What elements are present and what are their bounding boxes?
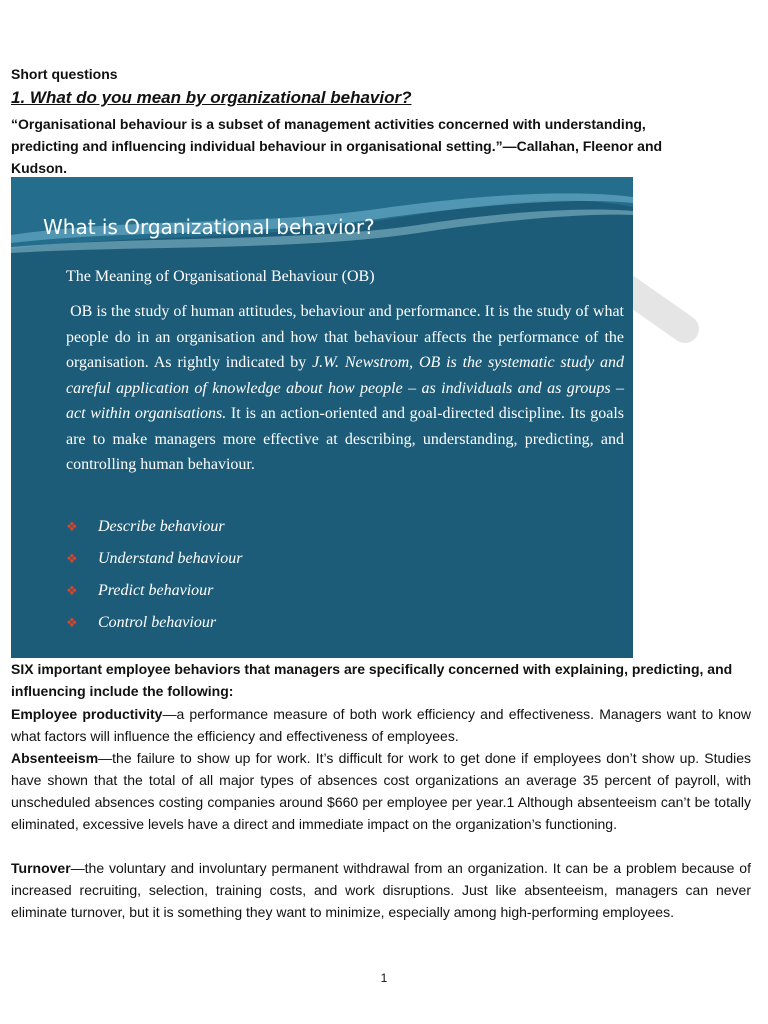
paragraph-absenteeism bbox=[11, 747, 751, 835]
term-label: Turnover bbox=[11, 860, 71, 876]
diamond-cross-icon: ❖ bbox=[66, 583, 78, 598]
bullet-label: Describe behaviour bbox=[98, 518, 225, 535]
bullet-label: Predict behaviour bbox=[98, 582, 214, 599]
slide-bullet bbox=[66, 543, 242, 575]
term-text: —the voluntary and involuntary permanent withdrawal from an organization. It can be a problem because of increased recruiting, selection, training costs, and work disruptions. Just like absenteeism, managers can never eliminate turnover, but it is something they want to minimize, especially among high-performing employees. bbox=[11, 860, 751, 920]
slide-bullet bbox=[66, 575, 242, 607]
section-heading: Short questions bbox=[11, 66, 118, 82]
term-text: —a performance measure of both work efficiency and effectiveness. Managers want to know what factors will influence the efficiency and effectiveness of employees. bbox=[11, 706, 751, 744]
paragraph-turnover bbox=[11, 857, 751, 923]
six-behaviors-heading: SIX important employee behaviors that managers are specifically concerned with explaining, predicting, and influencing include the following: bbox=[11, 661, 733, 699]
term-text: —the failure to show up for work. It’s difficult for work to get done if employees don’t show up. Studies have shown that the total of all major types of absences cost organizations an average 35 percent of payroll, with unscheduled absences costing companies around $660 per employee per year.1 Although absenteeism can’t be totally eliminated, excessive levels have a direct and immediate impact on the organization’s functioning. bbox=[11, 750, 751, 832]
page-number: 1 bbox=[380, 971, 388, 985]
slide-title: What is Organizational behavior? bbox=[43, 215, 375, 239]
slide-bullet bbox=[66, 511, 242, 543]
definition-quote: “Organisational behaviour is a subset of management activities concerned with understanding, predicting and influencing individual behaviour in organisational setting.”—Callahan, Fleenor and Kudson. bbox=[11, 116, 663, 176]
slide-subtitle: The Meaning of Organisational Behaviour (OB) bbox=[66, 268, 375, 285]
diamond-cross-icon: ❖ bbox=[66, 519, 78, 534]
slide-bullet-list bbox=[66, 511, 242, 639]
diamond-cross-icon: ❖ bbox=[66, 615, 78, 630]
term-label: Employee productivity bbox=[11, 706, 163, 722]
slide-image bbox=[11, 177, 633, 658]
slide-body-part1: OB is the study of human attitudes, behaviour and performance. It is the study of what people do in an organisation and how that behaviour affects the performance of the organisation. As rightly indicated by bbox=[66, 303, 625, 371]
diamond-cross-icon: ❖ bbox=[66, 551, 78, 566]
slide-bullet bbox=[66, 607, 242, 639]
paragraph-productivity bbox=[11, 703, 751, 747]
question-heading: 1. What do you mean by organizational behavior? bbox=[11, 88, 412, 107]
slide-body bbox=[66, 299, 624, 478]
slide-body-part2: It is an action-oriented and goal-directed discipline. Its goals are to make managers more effective at describing, understanding, predicting, and controlling human behaviour. bbox=[66, 405, 624, 473]
term-label: Absenteeism bbox=[11, 750, 99, 766]
bullet-label: Control behaviour bbox=[98, 614, 217, 631]
slide-body-italic: J.W. Newstrom, OB is the systematic study and careful application of knowledge about how people – as individuals and as groups – act within organisations. bbox=[66, 354, 624, 422]
bullet-label: Understand behaviour bbox=[98, 550, 243, 567]
